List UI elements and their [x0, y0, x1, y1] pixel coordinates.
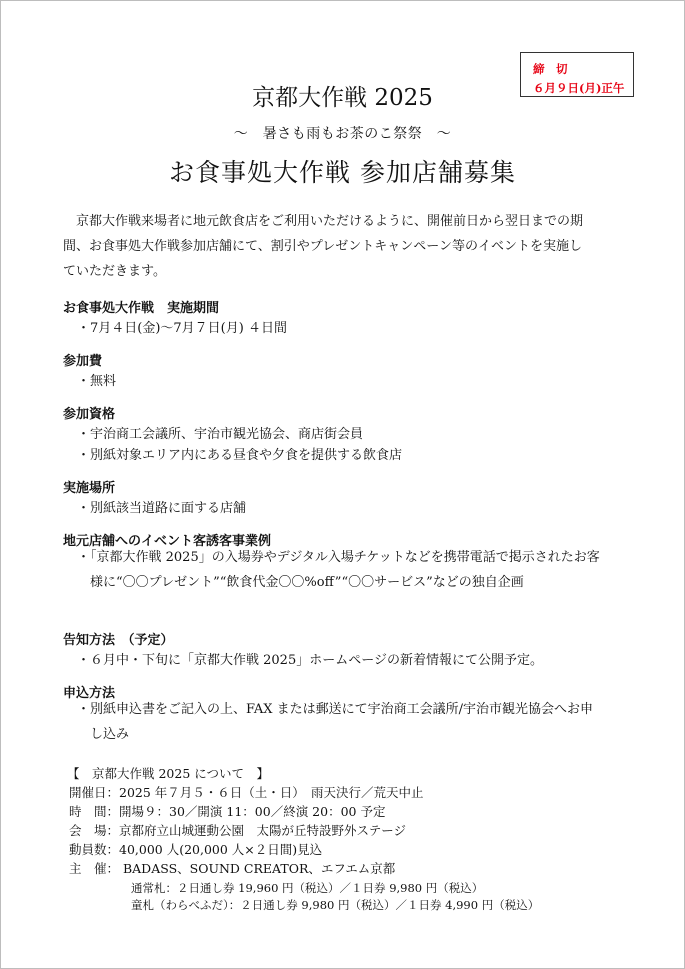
- location-item: ・別紙該当道路に面する店舗: [77, 501, 247, 516]
- about-row: 主 催： BADASS、SOUND CREATOR、エフエム京都: [69, 861, 396, 876]
- about-row: 会 場：京都府立山城運動公園 太陽が丘特設野外ステージ: [69, 823, 407, 838]
- recruitment-headline: お食事処大作戦 参加店舗募集: [169, 158, 516, 187]
- location-heading: 実施場所: [63, 481, 116, 496]
- about-row: 動員数：40,000 人(20,000 人×２日間)見込: [69, 842, 323, 857]
- about-row: 開催日：2025 年７月５・６日（土・日） 雨天決行／荒天中止: [69, 785, 424, 800]
- announce-item: ・６月中・下旬に「京都大作戦 2025」ホームページの新着情報にて公開予定。: [77, 653, 543, 668]
- fee-item: ・無料: [77, 374, 117, 389]
- ticket-price: 通常札：２日通し券 19,960 円（税込）／１日券 9,980 円（税込）: [131, 881, 484, 895]
- intro-paragraph: 京都大作戦来場者に地元飲食店をご利用いただけるように、開催前日から翌日までの期間、お食事処大作戦参加店舗にて、割引やプレゼントキャンペーン等のイベントを実施していただきます。: [63, 214, 584, 279]
- apply-heading: 申込方法: [63, 686, 116, 701]
- event-subtitle: ～ 暑さも雨もお茶のこ祭祭 ～: [233, 126, 452, 142]
- about-title: 【 京都大作戦 2025 について 】: [67, 766, 270, 781]
- period-heading: お食事処大作戦 実施期間: [63, 301, 220, 316]
- fee-heading: 参加費: [63, 354, 103, 369]
- event-title: 京都大作戦 2025: [252, 85, 433, 111]
- eligibility-item: ・別紙対象エリア内にある昼食や夕食を提供する飲食店: [77, 448, 403, 463]
- about-row: 時 間：開場９：30／開演 11：00／終演 20：00 予定: [69, 804, 386, 819]
- deadline-date: ６月９日(月)正午: [533, 81, 625, 95]
- deadline-label: 締 切: [533, 62, 568, 76]
- ticket-price: 童札（わらべふだ）：２日通し券 9,980 円（税込）／１日券 4,990 円（税込）: [131, 898, 540, 912]
- apply-item: ・別紙申込書をご記入の上、FAX または郵送にて宇治商工会議所/宇治市観光協会へお申し込み: [77, 702, 594, 742]
- period-item: ・7月４日(金)～7月７日(月) ４日間: [77, 321, 287, 336]
- eligibility-item: ・宇治商工会議所、宇治市観光協会、商店街会員: [77, 427, 364, 442]
- announce-heading: 告知方法 （予定）: [63, 633, 174, 648]
- examples-heading: 地元店舗へのイベント客誘客事業例: [63, 534, 272, 549]
- examples-item: ・「京都大作戦 2025」の入場券やデジタル入場チケットなどを携帯電話で掲示されたお客様に“〇〇プレゼント”“飲食代金〇〇%off”“〇〇サービス”などの独自企画: [77, 550, 600, 590]
- eligibility-heading: 参加資格: [63, 407, 116, 422]
